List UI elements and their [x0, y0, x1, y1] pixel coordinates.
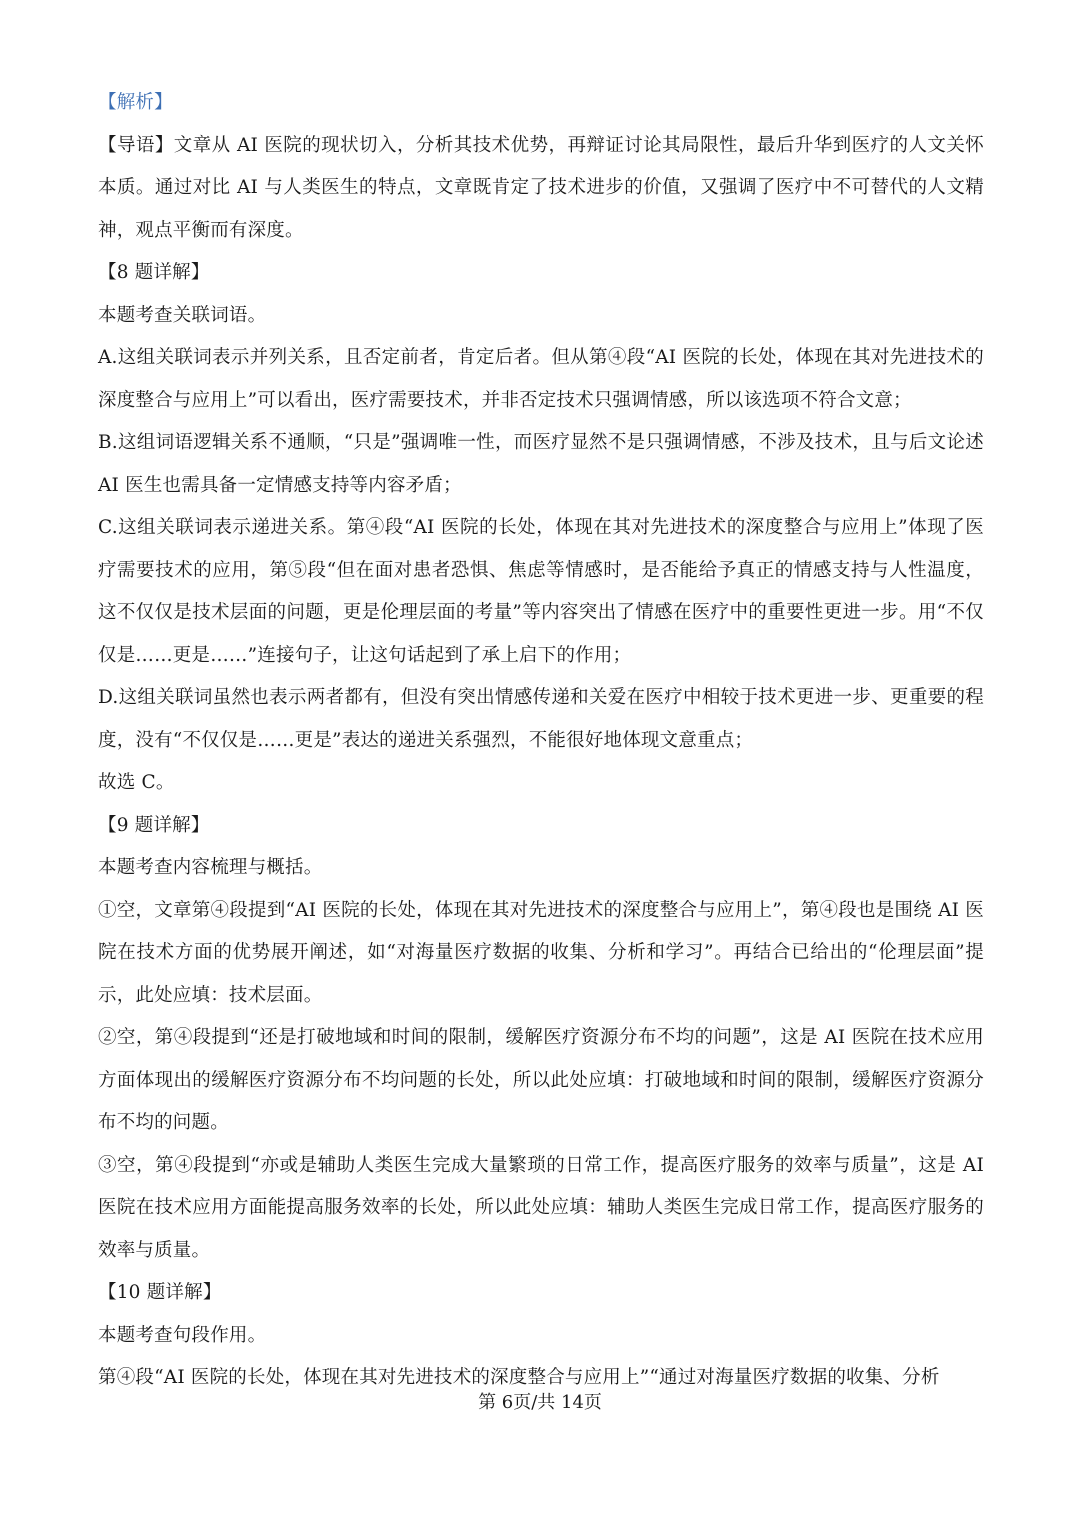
q8-answer: 故选 C。: [98, 772, 175, 793]
page-footer: 第 6页/共 14页: [478, 1392, 602, 1413]
intro-paragraph: 【导语】文章从 AI 医院的现状切入，分析其技术优势，再辩证讨论其局限性，最后升华到医疗的人文关怀本质。通过对比 AI 与人类医生的特点，文章既肯定了技术进步的价值，又强调了医疗中不可替代的人文精神，观点平衡而有深度。: [98, 134, 984, 241]
q8-option-c: C.这组关联词表示递进关系。第④段“AI 医院的长处，体现在其对先进技术的深度整合与应用上”体现了医疗需要技术的应用，第⑤段“但在面对患者恐惧、焦虑等情感时，是否能给予真正的情感支持与人性温度，这不仅仅是技术层面的问题，更是伦理层面的考量”等内容突出了情感在医疗中的重要性更进一步。用“不仅仅是……更是……”连接句子，让这句话起到了承上启下的作用；: [98, 517, 984, 666]
q9-blank-1: ①空，文章第④段提到“AI 医院的长处，体现在其对先进技术的深度整合与应用上”，第④段也是围绕 AI 医院在技术方面的优势展开阐述，如“对海量医疗数据的收集、分析和学习”。再结合已给出的“伦理层面”提示，此处应填：技术层面。: [98, 899, 984, 1006]
q10-line-0: 本题考查句段作用。: [98, 1324, 267, 1346]
q10-heading: 【10 题详解】: [98, 1282, 222, 1303]
q9-heading: 【9 题详解】: [98, 814, 210, 836]
q9-blank-3: ③空，第④段提到“亦或是辅助人类医生完成大量繁琐的日常工作，提高医疗服务的效率与质量”，这是 AI 医院在技术应用方面能提高服务效率的长处，所以此处应填：辅助人类医生完成日常工作，提高医疗服务的效率与质量。: [98, 1154, 984, 1261]
q8-option-a: A.这组关联词表示并列关系，且否定前者，肯定后者。但从第④段“AI 医院的长处，体现在其对先进技术的深度整合与应用上”可以看出，医疗需要技术，并非否定技术只强调情感，所以该选项不符合文意；: [98, 347, 984, 411]
q9-line-0: 本题考查内容梳理与概括。: [98, 857, 323, 878]
q8-line-0: 本题考查关联词语。: [98, 304, 267, 326]
document-page: [98, 82, 984, 1400]
q8-option-d: D.这组关联词虽然也表示两者都有，但没有突出情感传递和关爱在医疗中相较于技术更进一步、更重要的程度，没有“不仅仅是……更是”表达的递进关系强烈，不能很好地体现文意重点；: [98, 687, 984, 751]
q9-blank-2: ②空，第④段提到“还是打破地域和时间的限制，缓解医疗资源分布不均的问题”，这是 AI 医院在技术应用方面体现出的缓解医疗资源分布不均问题的长处，所以此处应填：打破地域和时间的限制，缓解医疗资源分布不均的问题。: [98, 1027, 984, 1133]
q10-line-1: 第④段“AI 医院的长处，体现在其对先进技术的深度整合与应用上”“通过对海量医疗数据的收集、分析: [98, 1367, 940, 1388]
q8-heading: 【8 题详解】: [98, 262, 210, 283]
analysis-heading: 【解析】: [98, 92, 173, 113]
q8-option-b: B.这组词语逻辑关系不通顺，“只是”强调唯一性，而医疗显然不是只强调情感，不涉及技术，且与后文论述 AI 医生也需具备一定情感支持等内容矛盾；: [98, 432, 984, 496]
